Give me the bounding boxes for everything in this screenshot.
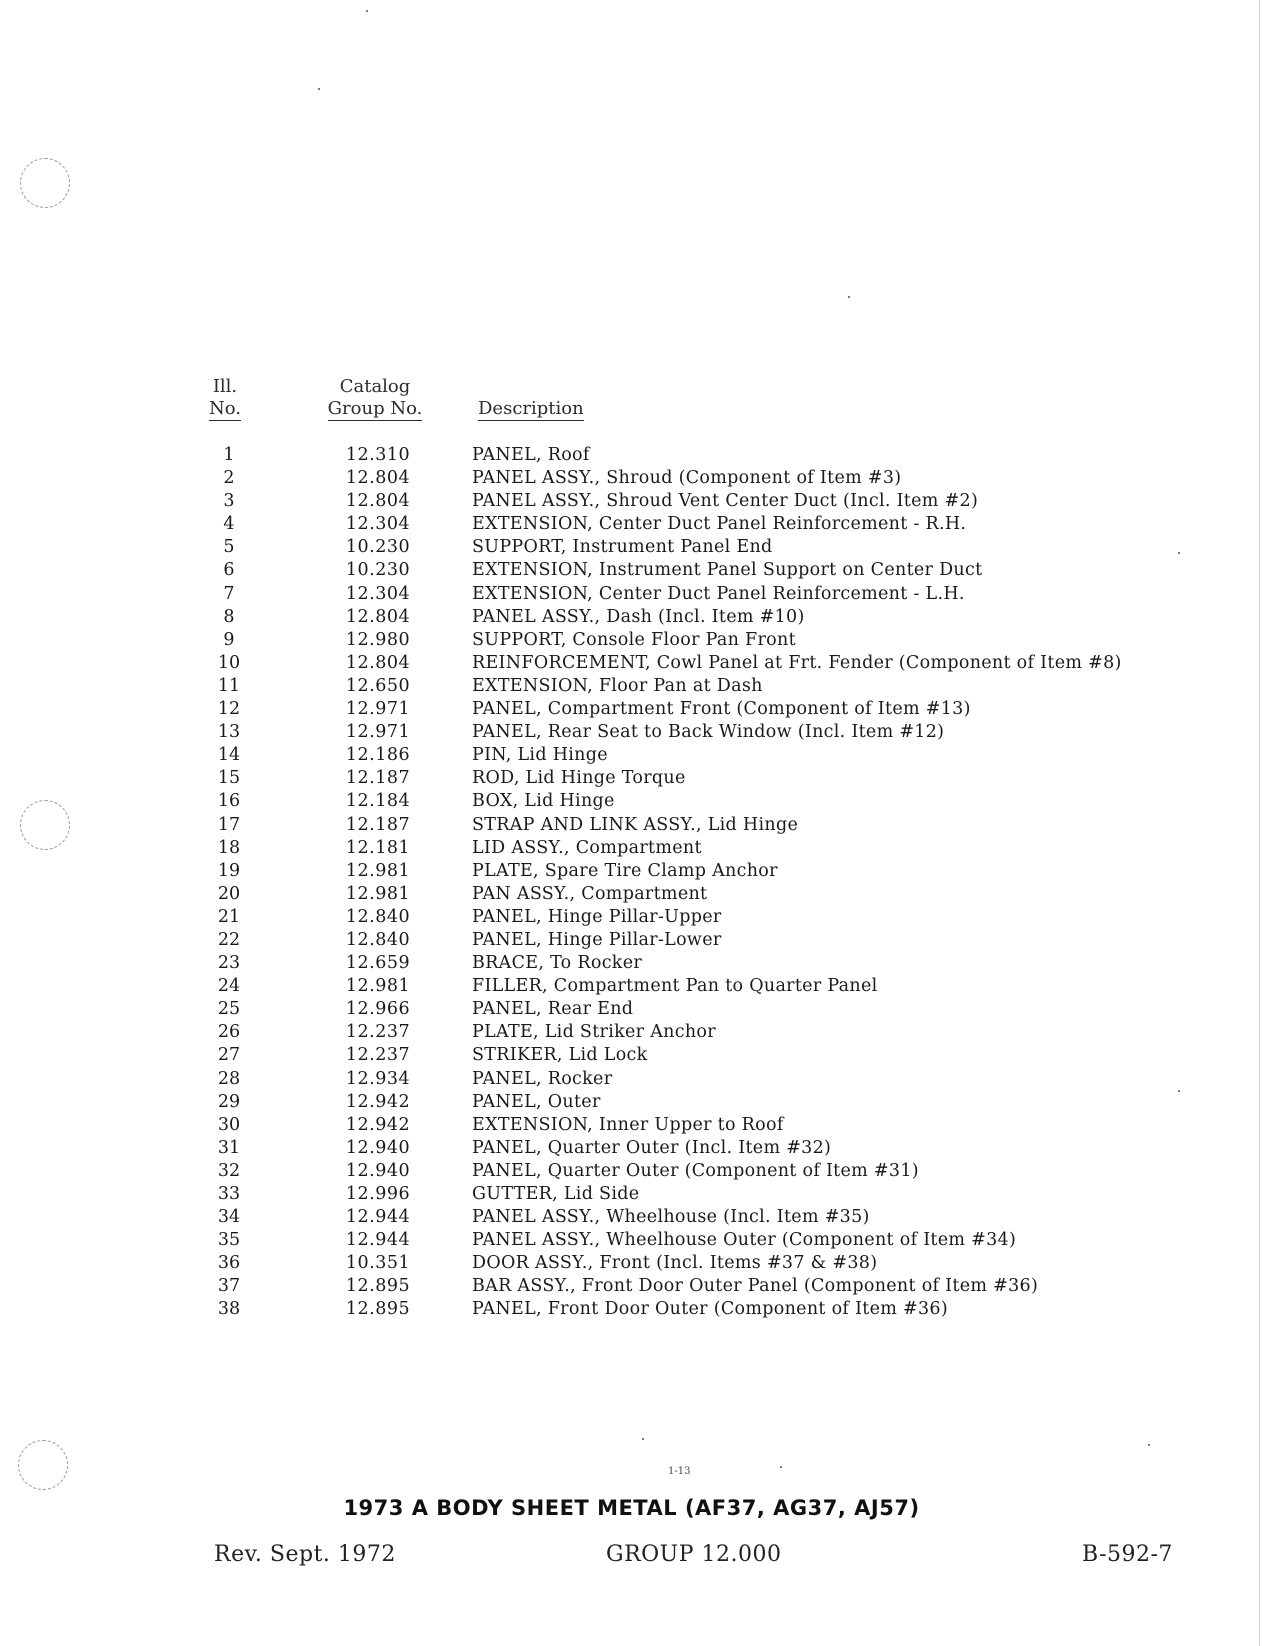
- part-description: BOX, Lid Hinge: [472, 791, 615, 812]
- ill-number: 23: [217, 953, 241, 974]
- part-description: EXTENSION, Instrument Panel Support on Center Duct: [472, 560, 983, 581]
- ill-number: 2: [223, 468, 235, 489]
- catalog-group-number: 12.944: [345, 1207, 411, 1228]
- ill-number: 27: [217, 1045, 241, 1066]
- part-description: PANEL, Roof: [472, 445, 590, 465]
- column-header-cat-line1: Catalog: [339, 376, 411, 397]
- part-description: SUPPORT, Instrument Panel End: [472, 537, 773, 558]
- parts-list: [0, 444, 1263, 1322]
- part-description: PANEL ASSY., Dash (Incl. Item #10): [472, 606, 805, 627]
- part-description: SUPPORT, Console Floor Pan Front: [472, 629, 796, 650]
- table-row: [0, 675, 1263, 698]
- catalog-group-number: 12.237: [345, 1022, 411, 1043]
- table-row: [0, 837, 1263, 860]
- part-description: PANEL ASSY., Shroud Vent Center Duct (Incl. Item #2): [472, 491, 979, 512]
- ill-number: 3: [223, 491, 235, 512]
- catalog-group-number: 12.944: [345, 1230, 411, 1251]
- catalog-group-number: 12.187: [345, 814, 411, 835]
- table-row: [0, 744, 1263, 767]
- table-row: [0, 975, 1263, 998]
- part-description: EXTENSION, Center Duct Panel Reinforcement - R.H.: [472, 514, 967, 535]
- catalog-group-number: 12.940: [345, 1137, 411, 1158]
- table-row: [0, 1021, 1263, 1044]
- part-description: GUTTER, Lid Side: [472, 1184, 640, 1204]
- part-description: PANEL, Quarter Outer (Component of Item #31): [472, 1160, 919, 1181]
- catalog-group-number: 12.981: [345, 860, 411, 881]
- table-row: [0, 629, 1263, 652]
- table-row: [0, 1252, 1263, 1275]
- catalog-group-number: 12.981: [345, 883, 411, 904]
- column-header-ill-line2: No.: [209, 398, 241, 419]
- table-row: [0, 721, 1263, 744]
- ill-number: 32: [217, 1160, 241, 1181]
- revision-date: Rev. Sept. 1972: [214, 1542, 396, 1567]
- ill-number: 25: [217, 999, 241, 1020]
- table-row: [0, 860, 1263, 883]
- table-row: [0, 513, 1263, 536]
- catalog-group-number: 12.971: [345, 722, 411, 743]
- table-row: [0, 652, 1263, 675]
- catalog-group-number: 12.895: [345, 1276, 411, 1297]
- ill-number: 1: [223, 445, 235, 465]
- ill-number: 24: [217, 976, 241, 997]
- ill-number: 4: [223, 514, 235, 535]
- catalog-group-number: 12.942: [345, 1091, 411, 1112]
- catalog-group-number: 10.351: [345, 1253, 411, 1274]
- part-description: PAN ASSY., Compartment: [472, 883, 708, 904]
- catalog-group-number: 10.230: [345, 560, 411, 581]
- table-row: [0, 1091, 1263, 1114]
- ill-number: 37: [217, 1276, 241, 1297]
- part-description: ROD, Lid Hinge Torque: [472, 768, 686, 789]
- part-description: REINFORCEMENT, Cowl Panel at Frt. Fender (Component of Item #8): [472, 652, 1122, 673]
- ill-number: 20: [217, 883, 241, 904]
- table-row: [0, 559, 1263, 582]
- table-row: [0, 583, 1263, 606]
- scan-speck: [366, 10, 368, 12]
- part-description: STRIKER, Lid Lock: [472, 1045, 648, 1066]
- catalog-group-number: 12.237: [345, 1045, 411, 1066]
- part-description: PANEL ASSY., Wheelhouse (Incl. Item #35): [472, 1207, 870, 1228]
- table-row: [0, 1068, 1263, 1091]
- ill-number: 21: [217, 906, 241, 927]
- binder-hole-bottom: [18, 1440, 68, 1490]
- catalog-group-number: 12.804: [345, 491, 411, 512]
- table-row: [0, 1229, 1263, 1252]
- catalog-group-number: 12.186: [345, 745, 411, 766]
- part-description: LID ASSY., Compartment: [472, 837, 702, 858]
- part-description: PANEL, Hinge Pillar-Lower: [472, 929, 722, 950]
- catalog-group-number: 12.996: [345, 1184, 411, 1204]
- catalog-group-number: 12.310: [345, 445, 411, 465]
- part-description: PANEL, Rear End: [472, 999, 634, 1020]
- catalog-group-number: 12.304: [345, 514, 411, 535]
- part-description: BRACE, To Rocker: [472, 953, 643, 974]
- ill-number: 11: [217, 675, 241, 696]
- table-row: [0, 906, 1263, 929]
- table-row: [0, 1298, 1263, 1321]
- ill-number: 19: [217, 860, 241, 881]
- part-description: STRAP AND LINK ASSY., Lid Hinge: [472, 814, 799, 835]
- ill-number: 29: [217, 1091, 241, 1112]
- column-header-description: [478, 398, 584, 420]
- catalog-group-number: 12.181: [345, 837, 411, 858]
- catalog-group-number: 12.840: [345, 906, 411, 927]
- table-row: [0, 1160, 1263, 1183]
- ill-number: 9: [223, 629, 235, 650]
- part-description: BAR ASSY., Front Door Outer Panel (Component of Item #36): [472, 1276, 1039, 1297]
- ill-number: 16: [217, 791, 241, 812]
- catalog-group-number: 12.804: [345, 468, 411, 489]
- catalog-group-number: 12.981: [345, 976, 411, 997]
- group-number: GROUP 12.000: [606, 1542, 782, 1567]
- table-row: [0, 1114, 1263, 1137]
- part-description: PANEL, Rear Seat to Back Window (Incl. Item #12): [472, 722, 945, 743]
- scan-speck: [848, 296, 850, 298]
- ill-number: 17: [217, 814, 241, 835]
- part-description: DOOR ASSY., Front (Incl. Items #37 & #38): [472, 1253, 878, 1274]
- ill-number: 22: [217, 929, 241, 950]
- catalog-group-number: 12.804: [345, 652, 411, 673]
- page-number: 1-13: [668, 1466, 691, 1477]
- catalog-group-number: 12.971: [345, 699, 411, 720]
- catalog-group-number: 12.940: [345, 1160, 411, 1181]
- part-description: PANEL, Hinge Pillar-Upper: [472, 906, 722, 927]
- part-description: EXTENSION, Center Duct Panel Reinforcement - L.H.: [472, 583, 965, 604]
- ill-number: 15: [217, 768, 241, 789]
- table-row: [0, 952, 1263, 975]
- page-title: 1973 A BODY SHEET METAL (AF37, AG37, AJ57): [343, 1496, 920, 1520]
- ill-number: 31: [217, 1137, 241, 1158]
- ill-number: 12: [217, 699, 241, 720]
- catalog-group-number: 12.184: [345, 791, 411, 812]
- table-row: [0, 1137, 1263, 1160]
- ill-number: 33: [217, 1184, 241, 1204]
- ill-number: 8: [223, 606, 235, 627]
- part-description: PIN, Lid Hinge: [472, 745, 608, 766]
- column-header-ill-line1: Ill.: [212, 376, 238, 397]
- catalog-group-number: 12.980: [345, 629, 411, 650]
- catalog-group-number: 12.187: [345, 768, 411, 789]
- catalog-group-number: 12.942: [345, 1114, 411, 1135]
- ill-number: 14: [217, 745, 241, 766]
- scan-speck: [642, 1438, 644, 1440]
- table-row: [0, 490, 1263, 513]
- table-row: [0, 1275, 1263, 1298]
- part-description: PANEL, Compartment Front (Component of Item #13): [472, 699, 971, 720]
- scan-speck: [1148, 1444, 1150, 1446]
- catalog-group-number: 12.966: [345, 999, 411, 1020]
- ill-number: 7: [223, 583, 235, 604]
- table-row: [0, 790, 1263, 813]
- table-row: [0, 698, 1263, 721]
- catalog-group-number: 10.230: [345, 537, 411, 558]
- column-header-ill-no: [200, 376, 250, 420]
- ill-number: 28: [217, 1068, 241, 1089]
- table-row: [0, 1044, 1263, 1067]
- table-row: [0, 814, 1263, 837]
- catalog-group-number: 12.895: [345, 1299, 411, 1320]
- table-row: [0, 1183, 1263, 1206]
- ill-number: 36: [217, 1253, 241, 1274]
- column-header-cat-line2: Group No.: [327, 398, 423, 419]
- scan-speck: [780, 1466, 782, 1468]
- ill-number: 13: [217, 722, 241, 743]
- part-description: PLATE, Spare Tire Clamp Anchor: [472, 860, 778, 881]
- ill-number: 26: [217, 1022, 241, 1043]
- ill-number: 18: [217, 837, 241, 858]
- part-description: PLATE, Lid Striker Anchor: [472, 1022, 716, 1043]
- column-header-desc-label: Description: [478, 398, 584, 419]
- table-row: [0, 467, 1263, 490]
- catalog-group-number: 12.804: [345, 606, 411, 627]
- part-description: PANEL, Rocker: [472, 1068, 613, 1089]
- binder-hole-top: [20, 158, 70, 208]
- part-description: PANEL ASSY., Wheelhouse Outer (Component of Item #34): [472, 1230, 1017, 1251]
- part-description: PANEL, Front Door Outer (Component of Item #36): [472, 1299, 948, 1320]
- catalog-group-number: 12.934: [345, 1068, 411, 1089]
- part-description: EXTENSION, Floor Pan at Dash: [472, 675, 763, 696]
- catalog-group-number: 12.840: [345, 929, 411, 950]
- table-row: [0, 444, 1263, 467]
- ill-number: 10: [217, 652, 241, 673]
- scan-speck: [318, 88, 320, 90]
- ill-number: 5: [223, 537, 235, 558]
- column-header-catalog-group: [318, 376, 432, 420]
- table-row: [0, 998, 1263, 1021]
- ill-number: 34: [217, 1207, 241, 1228]
- table-row: [0, 1206, 1263, 1229]
- table-row: [0, 606, 1263, 629]
- table-row: [0, 883, 1263, 906]
- part-description: PANEL ASSY., Shroud (Component of Item #3): [472, 468, 902, 489]
- part-description: EXTENSION, Inner Upper to Roof: [472, 1114, 784, 1135]
- ill-number: 30: [217, 1114, 241, 1135]
- catalog-group-number: 12.659: [345, 953, 411, 974]
- ill-number: 38: [217, 1299, 241, 1320]
- document-code: B-592-7: [1082, 1542, 1173, 1567]
- ill-number: 6: [223, 560, 235, 581]
- part-description: PANEL, Outer: [472, 1091, 601, 1112]
- part-description: FILLER, Compartment Pan to Quarter Panel: [472, 976, 878, 997]
- part-description: PANEL, Quarter Outer (Incl. Item #32): [472, 1137, 832, 1158]
- catalog-group-number: 12.650: [345, 675, 411, 696]
- table-row: [0, 767, 1263, 790]
- table-row: [0, 536, 1263, 559]
- catalog-group-number: 12.304: [345, 583, 411, 604]
- ill-number: 35: [217, 1230, 241, 1251]
- table-row: [0, 929, 1263, 952]
